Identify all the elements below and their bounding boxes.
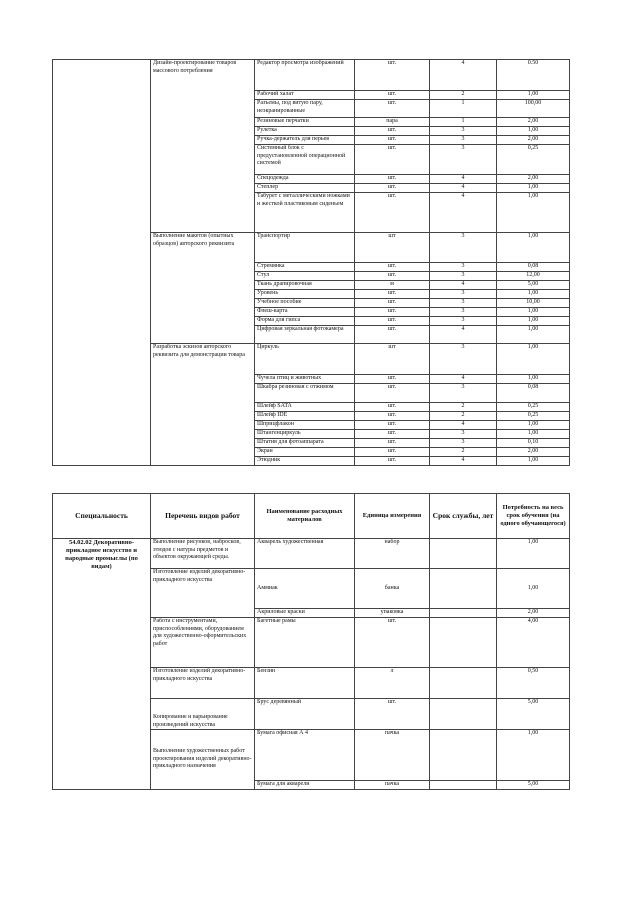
material-name: Чучела птиц и животных bbox=[255, 375, 355, 384]
material-name: Бензин bbox=[255, 668, 355, 699]
specialty-cell bbox=[53, 60, 151, 466]
header-activity: Перечень видов работ bbox=[151, 494, 255, 539]
term-cell: 3 bbox=[430, 233, 497, 263]
term-cell: 4 bbox=[430, 281, 497, 290]
term-cell bbox=[430, 730, 497, 781]
term-cell: 3 bbox=[430, 272, 497, 281]
term-cell: 2 bbox=[430, 448, 497, 457]
material-name: Рулетка bbox=[255, 127, 355, 136]
term-cell: 4 bbox=[430, 375, 497, 384]
need-cell: 2,00 bbox=[497, 609, 570, 618]
term-cell: 3 bbox=[430, 127, 497, 136]
unit-cell: банка bbox=[355, 569, 430, 609]
material-name: Системный блок с предустановленной операционной системой bbox=[255, 145, 355, 175]
header-need: Потребность на весь срок обучения (на одного обучающегося) bbox=[497, 494, 570, 539]
unit-cell: шт. bbox=[355, 375, 430, 384]
material-name: Стул bbox=[255, 272, 355, 281]
term-cell: 4 bbox=[430, 60, 497, 91]
term-cell: 2 bbox=[430, 91, 497, 100]
term-cell: 4 bbox=[430, 421, 497, 430]
term-cell: 3 bbox=[430, 136, 497, 145]
material-name: Спецодежда bbox=[255, 175, 355, 184]
material-name: Рабочий халат bbox=[255, 91, 355, 100]
need-cell: 4,00 bbox=[497, 618, 570, 668]
unit-cell: м bbox=[355, 281, 430, 290]
need-cell: 0,50 bbox=[497, 668, 570, 699]
material-name: Стремянка bbox=[255, 263, 355, 272]
need-cell: 1,00 bbox=[497, 193, 570, 233]
need-cell: 1,00 bbox=[497, 91, 570, 100]
material-name: Экран bbox=[255, 448, 355, 457]
need-cell: 12,00 bbox=[497, 272, 570, 281]
need-cell: 0,08 bbox=[497, 384, 570, 403]
material-name: Шлейф IDE bbox=[255, 412, 355, 421]
table-row bbox=[53, 539, 570, 569]
unit-cell: л bbox=[355, 668, 430, 699]
term-cell: 3 bbox=[430, 308, 497, 317]
term-cell: 3 bbox=[430, 145, 497, 175]
unit-cell: шт. bbox=[355, 127, 430, 136]
material-name: Уровень bbox=[255, 290, 355, 299]
activity-cell: Работа с инструментами, приспособлениями, оборудованием для художественно-оформительских работ bbox=[151, 618, 255, 668]
term-cell: 3 bbox=[430, 439, 497, 448]
unit-cell: пачка bbox=[355, 730, 430, 781]
material-name: Брус деревянный bbox=[255, 699, 355, 730]
unit-cell: шт. bbox=[355, 184, 430, 193]
unit-cell: упаковка bbox=[355, 609, 430, 618]
unit-cell: шт. bbox=[355, 100, 430, 118]
material-name: Ручка-держатель для перьев bbox=[255, 136, 355, 145]
need-cell: 5,00 bbox=[497, 781, 570, 790]
term-cell: 4 bbox=[430, 193, 497, 233]
unit-cell: шт. bbox=[355, 403, 430, 412]
header-unit: Единица измерения bbox=[355, 494, 430, 539]
unit-cell: шт. bbox=[355, 448, 430, 457]
unit-cell: шт. bbox=[355, 317, 430, 326]
header-specialty: Специальность bbox=[53, 494, 151, 539]
term-cell: 4 bbox=[430, 175, 497, 184]
need-cell: 0,08 bbox=[497, 263, 570, 272]
specialty-cell: 54.02.02 Декоративно-прикладное искусство и народные промыслы (по видам) bbox=[53, 539, 151, 790]
activity-cell: Копирование и варьирование произведений искусства bbox=[151, 699, 255, 730]
material-name: Разъемы, под витую пару, неэкранированные bbox=[255, 100, 355, 118]
material-name: Этюдник bbox=[255, 457, 355, 466]
term-cell bbox=[430, 668, 497, 699]
material-name: Редактор просмотра изображений bbox=[255, 60, 355, 91]
material-name: Акриловые краски bbox=[255, 609, 355, 618]
need-cell: 1,00 bbox=[497, 457, 570, 466]
activity-cell: Разработка эскизов авторского реквизита для демонстрации товара bbox=[151, 344, 255, 466]
need-cell: 5,00 bbox=[497, 699, 570, 730]
need-cell: 0,25 bbox=[497, 145, 570, 175]
term-cell: 3 bbox=[430, 299, 497, 308]
need-cell: 1,00 bbox=[497, 290, 570, 299]
material-name: Ткань драпировочная bbox=[255, 281, 355, 290]
material-name: Циркуль bbox=[255, 344, 355, 375]
material-name: Бумага офисная А 4 bbox=[255, 730, 355, 781]
unit-cell: шт. bbox=[355, 60, 430, 91]
need-cell: 1,00 bbox=[497, 430, 570, 439]
unit-cell: шт. bbox=[355, 457, 430, 466]
unit-cell: шт. bbox=[355, 290, 430, 299]
need-cell: 1,00 bbox=[497, 317, 570, 326]
need-cell: 0.50 bbox=[497, 60, 570, 91]
activity-cell: Выполнение художественных работ проектирования изделий декоративно-прикладного назначения bbox=[151, 730, 255, 790]
term-cell: 4 bbox=[430, 457, 497, 466]
need-cell: 1,00 bbox=[497, 569, 570, 609]
activity-cell: Изготовление изделий декоративно-прикладного искусства bbox=[151, 569, 255, 618]
term-cell bbox=[430, 539, 497, 569]
unit-cell: шт. bbox=[355, 263, 430, 272]
materials-table-specialty bbox=[52, 493, 570, 790]
need-cell: 1,00 bbox=[497, 184, 570, 193]
material-name: Цифровая зеркальная фотокамера bbox=[255, 326, 355, 344]
term-cell bbox=[430, 699, 497, 730]
table-row bbox=[53, 60, 570, 91]
term-cell: 1 bbox=[430, 100, 497, 118]
term-cell: 2 bbox=[430, 412, 497, 421]
unit-cell: шт bbox=[355, 344, 430, 375]
unit-cell: шт. bbox=[355, 384, 430, 403]
need-cell: 1,00 bbox=[497, 127, 570, 136]
need-cell: 0,10 bbox=[497, 439, 570, 448]
unit-cell: шт. bbox=[355, 430, 430, 439]
term-cell: 3 bbox=[430, 344, 497, 375]
unit-cell: шт. bbox=[355, 136, 430, 145]
unit-cell: шт. bbox=[355, 421, 430, 430]
need-cell: 1,00 bbox=[497, 730, 570, 781]
unit-cell: шт. bbox=[355, 272, 430, 281]
term-cell: 3 bbox=[430, 263, 497, 272]
unit-cell: шт. bbox=[355, 299, 430, 308]
header-term: Срок службы, лет bbox=[430, 494, 497, 539]
term-cell bbox=[430, 781, 497, 790]
need-cell: 2,00 bbox=[497, 118, 570, 127]
term-cell bbox=[430, 609, 497, 618]
need-cell: 10,00 bbox=[497, 299, 570, 308]
need-cell: 100,00 bbox=[497, 100, 570, 118]
material-name: Учебное пособие bbox=[255, 299, 355, 308]
material-name: Штатив для фотоаппарата bbox=[255, 439, 355, 448]
material-name: Флеш-карта bbox=[255, 308, 355, 317]
term-cell: 4 bbox=[430, 326, 497, 344]
unit-cell: набор bbox=[355, 539, 430, 569]
material-name: Багетные рамы bbox=[255, 618, 355, 668]
activity-cell: Дизайн-проектирование товаров массового потребления bbox=[151, 60, 255, 233]
need-cell: 0,25 bbox=[497, 412, 570, 421]
material-name: Аммиак bbox=[255, 569, 355, 609]
need-cell: 2,00 bbox=[497, 448, 570, 457]
unit-cell: пара bbox=[355, 118, 430, 127]
activity-cell: Выполнение макетов (опытных образцов) авторского реквизита bbox=[151, 233, 255, 344]
term-cell: 3 bbox=[430, 290, 497, 299]
need-cell: 1,00 bbox=[497, 375, 570, 384]
need-cell: 0,25 bbox=[497, 403, 570, 412]
term-cell: 3 bbox=[430, 384, 497, 403]
material-name: Бумага для акварели bbox=[255, 781, 355, 790]
material-name: Шлейф SATA bbox=[255, 403, 355, 412]
unit-cell: шт. bbox=[355, 699, 430, 730]
unit-cell: шт. bbox=[355, 326, 430, 344]
unit-cell: шт. bbox=[355, 439, 430, 448]
unit-cell: шт. bbox=[355, 618, 430, 668]
need-cell: 1,00 bbox=[497, 326, 570, 344]
table-header-row bbox=[53, 494, 570, 539]
material-name: Шприцфлакон bbox=[255, 421, 355, 430]
material-name: Степлер bbox=[255, 184, 355, 193]
unit-cell: шт. bbox=[355, 308, 430, 317]
material-name: Резиновые перчатки bbox=[255, 118, 355, 127]
unit-cell: шт bbox=[355, 233, 430, 263]
need-cell: 5,00 bbox=[497, 281, 570, 290]
materials-table-continued bbox=[52, 59, 570, 466]
term-cell bbox=[430, 569, 497, 609]
term-cell: 3 bbox=[430, 430, 497, 439]
need-cell: 2,00 bbox=[497, 175, 570, 184]
need-cell: 1,00 bbox=[497, 308, 570, 317]
unit-cell: шт. bbox=[355, 175, 430, 184]
term-cell: 2 bbox=[430, 403, 497, 412]
material-name: Форма для гипса bbox=[255, 317, 355, 326]
need-cell: 1,00 bbox=[497, 539, 570, 569]
unit-cell: шт. bbox=[355, 91, 430, 100]
unit-cell: шт. bbox=[355, 145, 430, 175]
material-name: Акварель художественная bbox=[255, 539, 355, 569]
material-name: Табурет с металлическими ножками и жесткой пластиковым сиденьем bbox=[255, 193, 355, 233]
unit-cell: шт. bbox=[355, 412, 430, 421]
material-name: Шкабра резиновая с отжимом bbox=[255, 384, 355, 403]
need-cell: 1,00 bbox=[497, 421, 570, 430]
need-cell: 1,00 bbox=[497, 233, 570, 263]
need-cell: 2,00 bbox=[497, 136, 570, 145]
header-material-name: Наименование расходных материалов bbox=[255, 494, 355, 539]
term-cell: 3 bbox=[430, 317, 497, 326]
term-cell: 1 bbox=[430, 118, 497, 127]
activity-cell: Изготовление изделий декоративно-прикладного искусства bbox=[151, 668, 255, 699]
term-cell bbox=[430, 618, 497, 668]
need-cell: 1,00 bbox=[497, 344, 570, 375]
term-cell: 4 bbox=[430, 184, 497, 193]
material-name: Штангенциркуль bbox=[255, 430, 355, 439]
unit-cell: пачка bbox=[355, 781, 430, 790]
material-name: Транспортир bbox=[255, 233, 355, 263]
activity-cell: Выполнение рисунков, набросков, этюдов с натуры предметов и объектов окружающей среды. bbox=[151, 539, 255, 569]
unit-cell: шт. bbox=[355, 193, 430, 233]
